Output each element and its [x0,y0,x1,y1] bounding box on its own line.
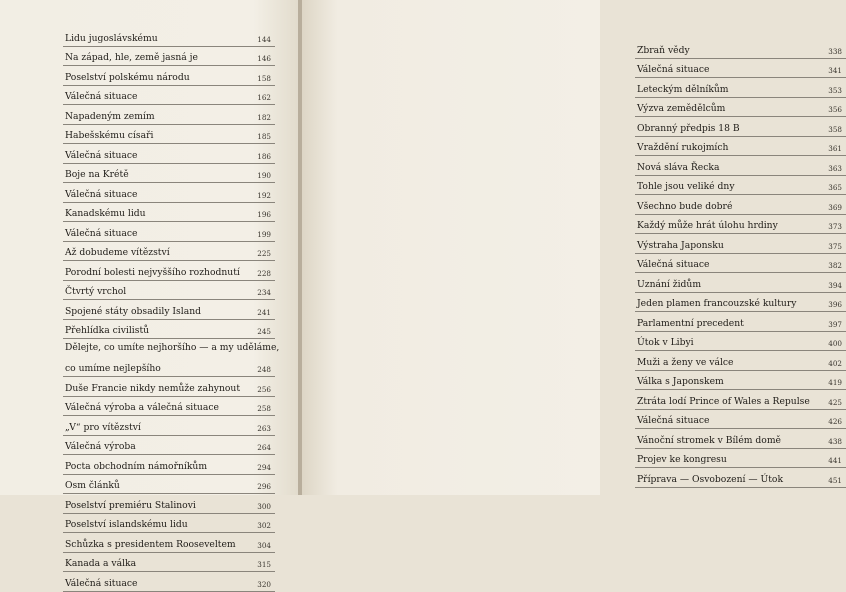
toc-entry-title: Válečná situace [65,149,138,161]
toc-entry [635,137,846,157]
toc-entry-page-number: 320 [257,579,271,589]
toc-entry-page-number: 182 [257,112,271,122]
toc-entry-page-number: 158 [257,73,271,83]
toc-entry-title: Ztráta lodí Prince of Wales a Repulse [637,395,810,407]
toc-entry [63,455,275,475]
toc-entry [635,59,846,79]
toc-entry [635,215,846,235]
left-page [0,0,298,589]
toc-entry-title: Spojené státy obsadily Island [65,305,201,317]
toc-entry-page-number: 199 [257,229,271,239]
toc-entry-page-number: 294 [257,462,271,472]
toc-entry-title: Porodní bolesti nejvyššího rozhodnutí [65,266,240,278]
toc-entry-title: Jeden plamen francouzské kultury [637,298,797,309]
toc-entry-page-number: 315 [257,560,271,569]
toc-entry-title: „V“ pro vítězství [65,421,141,433]
toc-entry [63,47,275,67]
toc-entry-title: Lidu jugoslávskému [65,32,158,44]
toc-entry [63,397,275,417]
toc-entry-page-number: 338 [828,46,842,56]
toc-entry-page-number: 296 [257,482,271,491]
toc-entry [635,195,846,215]
toc-entry [63,475,275,495]
toc-entry-title: Tohle jsou veliké dny [637,181,735,192]
toc-entry-title: Muži a ženy ve válce [637,356,734,368]
toc-entry-title: Poselství polskému národu [65,71,190,83]
toc-entry-title: Až dobudeme vítězství [65,247,170,258]
toc-entry-title: Uznání židům [637,278,702,290]
toc-entry-page-number: 438 [828,436,842,446]
toc-entry [635,78,846,98]
toc-entry-title: Poselství islandskému lidu [65,519,188,530]
toc-entry-page-number: 192 [257,190,271,200]
toc-entry [63,164,275,184]
toc-entry [63,494,275,514]
toc-entry-page-number: 162 [257,93,271,102]
toc-entry-page-number: 373 [828,222,842,231]
toc-entry-page-number: 397 [828,319,842,329]
toc-entry-title: Válečná situace [65,91,138,102]
toc-entry [635,351,846,371]
toc-entry [635,429,846,449]
toc-entry [63,222,275,242]
toc-entry-page-number: 304 [257,540,271,550]
toc-entry [63,436,275,456]
toc-entry [63,27,275,47]
toc-entry [63,144,275,164]
toc-entry-page-number: 363 [828,163,842,173]
toc-entry-page-number: 241 [257,307,271,317]
toc-entry-page-number: 369 [828,202,842,212]
toc-entry-title: Leteckým dělníkům [637,83,729,95]
toc-entry-page-number: 144 [257,34,271,44]
toc-entry-title: Poselství premiéru Stalinovi [65,499,196,511]
toc-entry-page-number: 356 [828,105,842,114]
toc-entry [63,125,275,145]
right-page [302,0,842,495]
toc-entry-title: Válka s Japonskem [637,376,724,387]
toc-entry-page-number: 245 [257,327,271,336]
toc-entry-page-number: 300 [257,501,271,511]
toc-entry-title: Válečná situace [65,227,138,239]
toc-entry-title: Dělejte, co umíte nejhoršího — a my uděláme, [65,342,280,353]
toc-entry-title: Válečná situace [637,64,710,75]
toc-entry-title: Válečná situace [637,415,710,426]
toc-entry [635,234,846,254]
toc-entry-page-number: 225 [257,249,271,258]
toc-entry-title: Parlamentní precedent [637,317,744,329]
toc-entry-page-number: 264 [257,443,271,452]
toc-entry-title: Nová sláva Řecka [637,161,720,173]
toc-entry-title: Schůzka s presidentem Rooseveltem [65,538,236,550]
toc-entry-page-number: 186 [257,151,271,161]
toc-entry-title: Vraždění rukojmích [637,142,729,153]
toc-entry-page-number: 402 [828,358,842,368]
toc-entry-title: Výstraha Japonsku [637,239,724,251]
toc-entry-title: Každý může hrát úlohu hrdiny [637,220,778,231]
toc-entry-page-number: 185 [257,132,271,141]
toc-entry [635,468,846,488]
toc-entry-title: Válečná situace [65,577,138,589]
toc-entry-page-number: 451 [828,475,842,485]
toc-entry-page-number: 394 [828,280,842,290]
toc-entry [635,176,846,196]
toc-entry [63,514,275,534]
toc-entry [63,86,275,106]
toc-entry-page-number: 258 [257,404,271,413]
toc-entry-page-number: 400 [828,339,842,348]
toc-entry [63,242,275,262]
toc-entry [63,300,275,320]
toc-entry-title: Napadeným zemím [65,110,155,122]
toc-entry-page-number: 426 [828,417,842,426]
toc-entry [63,261,275,281]
toc-entry-title: Válečná výroba a válečná situace [65,402,219,413]
toc-entry [635,312,846,332]
toc-entry-page-number: 256 [257,384,271,394]
toc-entry [635,449,846,469]
left-toc-list [63,27,280,592]
toc-entry-page-number: 196 [257,210,271,219]
toc-entry [635,39,846,59]
toc-entry [63,416,275,436]
toc-entry-title: Pocta obchodním námořníkům [65,460,208,472]
toc-entry-page-number: 396 [828,300,842,309]
toc-entry [63,105,275,125]
toc-entry [635,410,846,430]
toc-entry-title: Kanadskému lidu [65,208,146,219]
toc-entry-title: Kanada a válka [65,558,137,569]
toc-entry-title-continued: co umíme nejlepšího [65,363,161,374]
toc-entry-title: Válečná výroba [65,441,136,452]
toc-entry [63,533,275,553]
toc-entry-title: Všechno bude dobré [637,200,733,212]
toc-entry-title: Na západ, hle, země jasná je [65,52,198,63]
toc-entry-title: Válečná situace [637,259,710,270]
toc-entry-title: Osm článků [65,480,120,491]
toc-entry-title: Výzva zemědělcům [637,103,726,114]
toc-entry-page-number: 341 [828,66,842,75]
toc-entry-page-number: 382 [828,261,842,270]
toc-entry-page-number: 302 [257,521,271,530]
toc-entry-title: Boje na Krétě [65,169,129,180]
toc-entry-page-number: 361 [828,144,842,153]
toc-entry-page-number: 234 [257,288,271,297]
toc-entry-title: Habešskému císaři [65,130,154,141]
toc-entry [635,371,846,391]
toc-entry-title: Příprava — Osvobození — Útok [637,473,784,485]
toc-entry [635,254,846,274]
toc-entry [63,377,275,397]
toc-entry-title: Útok v Libyi [637,337,694,348]
toc-entry [635,390,846,410]
toc-entry [63,553,275,573]
toc-entry [635,98,846,118]
toc-entry [635,273,846,293]
toc-entry-page-number: 190 [257,171,271,180]
toc-entry-title: Zbraň vědy [637,44,690,56]
toc-entry-page-number: 248 [257,365,271,374]
toc-entry-title: Válečná situace [65,188,138,200]
toc-entry-title: Vánoční stromek v Bílém domě [637,434,781,446]
toc-entry-title: Přehlídka civilistů [65,325,150,336]
toc-entry [635,332,846,352]
toc-entry-page-number: 228 [257,268,271,278]
toc-entry [635,293,846,313]
toc-entry-page-number: 425 [828,397,842,407]
toc-entry-title: Čtvrtý vrchol [65,286,127,297]
toc-entry-page-number: 375 [828,241,842,251]
toc-entry-title: Projev ke kongresu [637,454,727,465]
toc-entry-page-number: 365 [828,183,842,192]
toc-entry [63,203,275,223]
toc-entry-page-number: 263 [257,423,271,433]
toc-entry [635,156,846,176]
toc-entry [63,320,275,340]
toc-entry-title: Duše Francie nikdy nemůže zahynout [65,382,241,394]
toc-entry-page-number: 419 [828,378,842,387]
toc-entry-page-number: 353 [828,85,842,95]
toc-entry-page-number: 146 [257,54,271,63]
toc-entry-page-number: 441 [828,456,842,465]
toc-entry [635,117,846,137]
toc-entry-page-number: 358 [828,124,842,134]
toc-entry [63,183,275,203]
toc-entry [63,572,275,592]
toc-entry-title: Obranný předpis 18 B [637,122,740,134]
toc-entry [63,66,275,86]
right-toc-list [635,39,846,488]
toc-entry [63,281,275,301]
toc-entry [63,339,280,377]
